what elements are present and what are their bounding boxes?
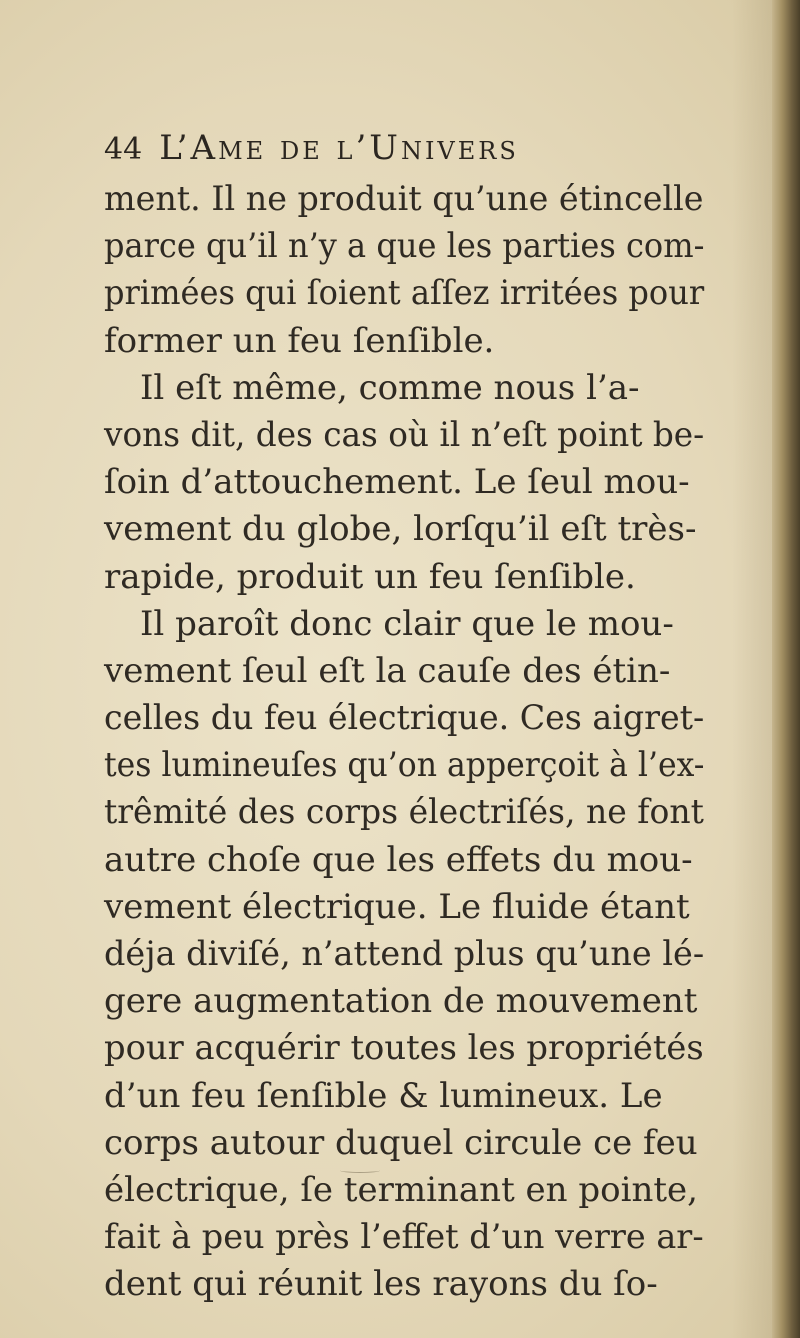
gutter-shadow: [732, 0, 772, 1338]
running-header: [104, 128, 664, 172]
text-line: ment. Il ne produit qu’une étincelle: [104, 179, 704, 219]
text-line: parce qu’il n’y a que les parties com-: [104, 226, 705, 267]
text-line: trêmité des corps électriſés, ne font: [104, 792, 704, 833]
ornament-mark: [340, 1168, 380, 1173]
text-line: former un feu ſenſible.: [104, 320, 495, 361]
text-line: gere augmentation de mouvement: [104, 981, 698, 1022]
text-line: rapide, produit un feu ſenſible.: [104, 556, 636, 597]
text-line: vement du globe, lorſqu’il eſt très-: [104, 509, 697, 550]
page-number: 44: [104, 132, 143, 167]
book-gutter: [772, 0, 800, 1338]
text-line: celles du feu électrique. Ces aigret-: [104, 698, 705, 739]
text-line: électrique, ſe terminant en pointe,: [104, 1169, 698, 1210]
text-line: primées qui ſoient aſſez irritées pour: [104, 273, 705, 314]
text-line: vement ſeul eſt la cauſe des étin-: [104, 650, 671, 691]
text-line: Il paroît donc clair que le mou-: [140, 603, 674, 644]
text-line: ſoin d’attouchement. Le ſeul mou-: [104, 462, 690, 503]
text-line: corps autour duquel circule ce feu: [104, 1122, 698, 1163]
text-line: autre choſe que les effets du mou-: [104, 839, 693, 880]
text-line: vons dit, des cas où il n’eſt point be-: [104, 414, 705, 455]
text-line: déja diviſé, n’attend plus qu’une lé-: [104, 934, 705, 974]
text-line: vement électrique. Le fluide étant: [104, 886, 690, 927]
text-line: tes lumineuſes qu’on apperçoit à l’ex-: [104, 745, 705, 786]
body-text: [104, 176, 704, 1309]
running-title: L’Ame de l’Univers: [159, 128, 519, 168]
text-line: pour acquérir toutes les propriétés: [104, 1028, 704, 1069]
text-line: dent qui réunit les rayons du ſo-: [104, 1264, 658, 1305]
text-line: d’un feu ſenſible & lumineux. Le: [104, 1075, 663, 1116]
text-line: Il eſt même, comme nous l’a-: [140, 367, 640, 408]
text-line: fait à peu près l’effet d’un verre ar-: [104, 1217, 704, 1258]
